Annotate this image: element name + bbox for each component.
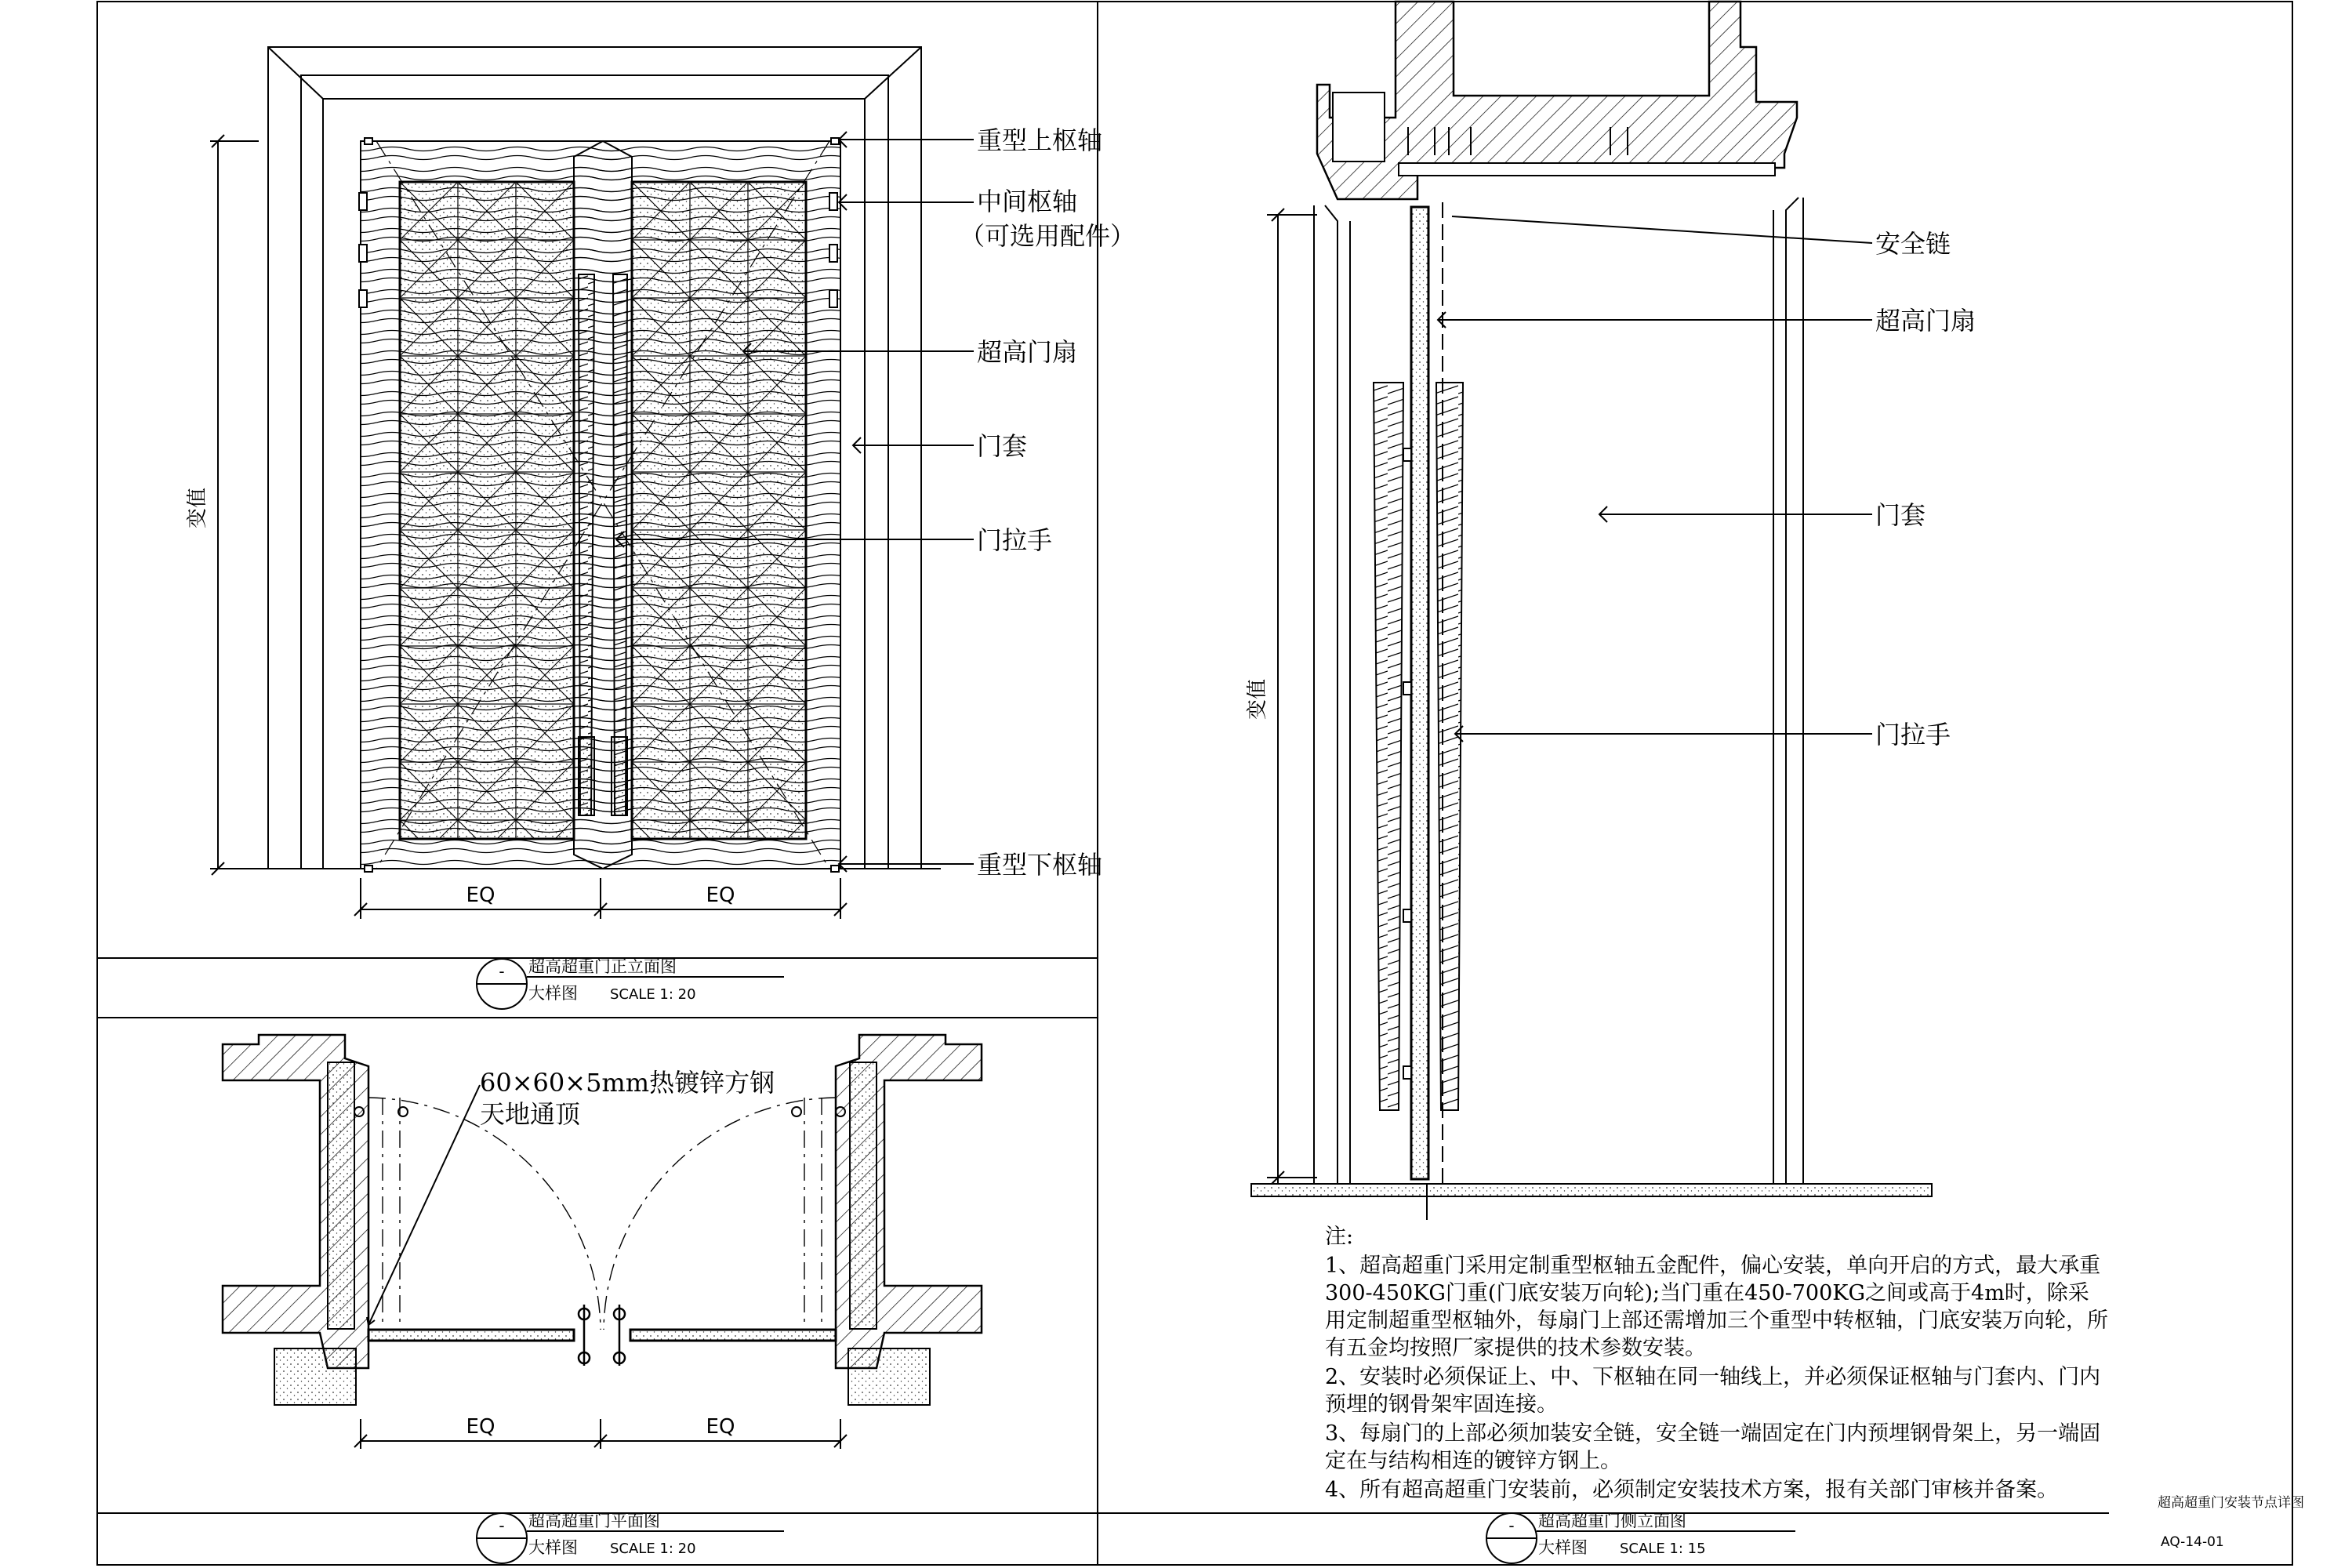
- front-scale: SCALE 1: 20: [610, 986, 696, 1003]
- plan-handles: [579, 1305, 625, 1366]
- callout-optional: （可选用配件）: [960, 221, 1136, 251]
- drawing-number: AQ-14-01: [2161, 1534, 2224, 1550]
- general-notes: [1325, 1223, 2109, 1505]
- side-top-block: [1333, 93, 1385, 162]
- side-top-beam: [1399, 163, 1775, 176]
- plan-right-jamb: [850, 1062, 877, 1329]
- side-callout-door-handle: 门拉手: [1875, 720, 1951, 750]
- note-item: 3、每扇门的上部必须加装安全链，安全链一端固定在门内预埋钢骨架上，另一端固定在与结构相连的镀锌方钢上。: [1325, 1421, 2101, 1473]
- plan-title-symbol: -: [499, 1516, 505, 1535]
- plan-left-casing: [274, 1348, 356, 1405]
- plan-eq-right-label: EQ: [706, 1415, 735, 1439]
- front-title: 超高超重门正立面图: [528, 957, 677, 976]
- plan-callout-line2: 天地通顶: [480, 1099, 581, 1129]
- callout-door-leaf: 超高门扇: [977, 337, 1078, 367]
- eq-right-label: EQ: [706, 884, 735, 907]
- left-leaf-panel: [400, 182, 574, 839]
- front-subtitle: 大样图: [528, 984, 578, 1003]
- callout-bottom-pivot: 重型下枢轴: [977, 850, 1103, 880]
- plan-right-casing: [848, 1348, 930, 1405]
- plan-right-leaf: [630, 1330, 836, 1341]
- height-dimension-label: 变值: [186, 487, 209, 529]
- height-dimension: [210, 135, 259, 875]
- plan-callout-leader: [367, 1085, 480, 1325]
- callout-door-casing: 门套: [977, 431, 1028, 461]
- drawing-title: 超高超重门安装节点详图: [2158, 1495, 2304, 1511]
- eq-left-label: EQ: [466, 884, 495, 907]
- side-height-dimension: [1267, 209, 1317, 1184]
- side-callout-door-leaf: 超高门扇: [1875, 306, 1976, 336]
- right-leaf-panel: [632, 182, 806, 839]
- plan-open-handles: [354, 1107, 845, 1116]
- notes-heading: 注:: [1325, 1225, 1354, 1249]
- plan-subtitle: 大样图: [528, 1538, 578, 1557]
- front-elevation: [186, 47, 1135, 1009]
- callout-door-handle: 门拉手: [977, 525, 1053, 555]
- plan-left-leaf: [368, 1330, 574, 1341]
- side-callout-safety-chain: 安全链: [1875, 229, 1951, 259]
- plan-left-jamb: [328, 1062, 354, 1329]
- plan-eq-left-label: EQ: [466, 1415, 495, 1439]
- side-subtitle: 大样图: [1538, 1538, 1588, 1557]
- side-callout-leaders: [1438, 216, 1872, 742]
- side-title: 超高超重门侧立面图: [1538, 1512, 1686, 1530]
- side-height-label: 变值: [1246, 678, 1269, 720]
- side-callout-door-casing: 门套: [1875, 500, 1926, 530]
- plan-scale: SCALE 1: 20: [610, 1541, 696, 1557]
- front-title-symbol: -: [499, 962, 505, 981]
- plan-swing-arcs: [368, 1098, 836, 1330]
- note-item: 1、超高超重门采用定制重型枢轴五金配件，偏心安装，单向开启的方式，最大承重300-450KG门重(门底安装万向轮);当门重在450-700KG之间或高于4m时，除采用定制超重型枢轴外，每扇门上部还需增加三个重型中转枢轴，门底安装万向轮，所有五金均按照厂家提供的技术参数安装。: [1325, 1254, 2108, 1360]
- plan-view: [223, 1035, 982, 1563]
- side-title-symbol: -: [1508, 1516, 1515, 1535]
- callout-middle-pivot: 中间枢轴: [977, 187, 1078, 216]
- note-item: 2、安装时必须保证上、中、下枢轴在同一轴线上，并必须保证枢轴与门套内、门内预埋的钢骨架牢固连接。: [1325, 1365, 2101, 1417]
- note-item: 4、所有超高超重门安装前，必须制定安装技术方案，报有关部门审核并备案。: [1325, 1478, 2059, 1502]
- plan-callout-line1: 60×60×5mm热镀锌方钢: [480, 1068, 775, 1098]
- plan-eq-dimension: [354, 1419, 847, 1449]
- plan-title: 超高超重门平面图: [528, 1512, 660, 1530]
- side-floor: [1251, 1184, 1932, 1220]
- side-scale: SCALE 1: 15: [1620, 1541, 1706, 1557]
- callout-top-pivot: 重型上枢轴: [977, 125, 1103, 155]
- side-door-leaf: [1411, 207, 1428, 1179]
- eq-dimension: [354, 878, 847, 919]
